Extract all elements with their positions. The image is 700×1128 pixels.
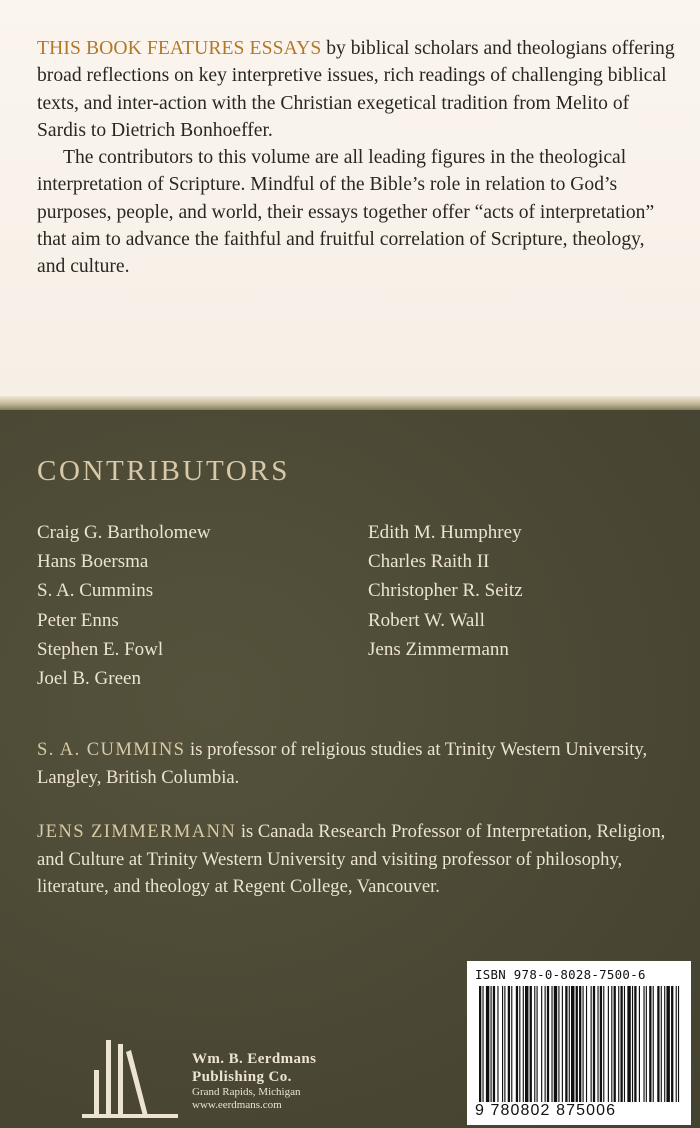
contributors-heading: CONTRIBUTORS [37,455,291,487]
contributor-name: S. A. Cummins [37,580,154,602]
description-paragraph-2: The contributors to this volume are all leading figures in the theological interpretation of Scripture. Mindful of the Bible’s role in relation to God’s purposes, people, and world, their essays together offer “acts of interpretation” that aim to advance the faithful and fruitful correlation of Scripture, theology, and culture. [37,147,655,278]
editor-bio-cummins [37,736,677,791]
publisher-name-line1: Wm. B. Eerdmans [192,1051,317,1067]
isbn-text: ISBN 978-0-8028-7500-6 [475,967,646,982]
barcode-panel [467,961,691,1125]
book-description [37,35,677,281]
eerdmans-logo-icon [82,1040,178,1120]
contributor-name: Edith M. Humphrey [368,522,522,543]
editor-bio-zimmermann [37,818,677,901]
barcode-icon [477,986,682,1102]
editor-name: S. A. CUMMINS [37,739,186,760]
publisher-name-line2: Publishing Co. [192,1069,292,1085]
contributor-name: Christopher R. Seitz [368,580,523,602]
editor-name: JENS ZIMMERMANN [37,821,237,842]
description-lead: THIS BOOK FEATURES ESSAYS [37,38,322,59]
contributor-name: Joel B. Green [37,668,141,690]
publisher-info [192,1050,316,1112]
contributors-column-2 [368,518,523,664]
editor-bio-text: is Canada Research Professor of Interpretation, Religion, and Culture at Trinity Western University and visiting professor of philosophy, literature, and theology at Regent College, Vancouver. [37,821,666,897]
description-rest: by biblical scholars and theologians offering broad reflections on key interpretive issues, rich readings of challenging biblical texts, and inter-action with the Christian exegetical tradition from Melito of Sardis to Dietrich Bonhoeffer. [37,38,675,141]
contributor-name: Jens Zimmermann [368,638,509,660]
contributor-name: Stephen E. Fowl [37,638,164,660]
contributor-name: Hans Boersma [37,551,149,573]
description-paragraph-1 [37,35,677,144]
publisher-location: Grand Rapids, Michigan [192,1086,301,1098]
contributor-name: Charles Raith II [368,551,490,573]
contributor-name: Peter Enns [37,609,119,631]
editor-bio-text: is professor of religious studies at Trinity Western University, Langley, British Columbia. [37,739,648,788]
contributor-name: Robert W. Wall [368,609,485,631]
publisher-website: www.eerdmans.com [192,1099,282,1111]
barcode-digits: 9 780802 875006 [475,1102,617,1119]
contributors-column-1 [37,518,211,693]
contributor-name: Craig G. Bartholomew [37,522,211,543]
